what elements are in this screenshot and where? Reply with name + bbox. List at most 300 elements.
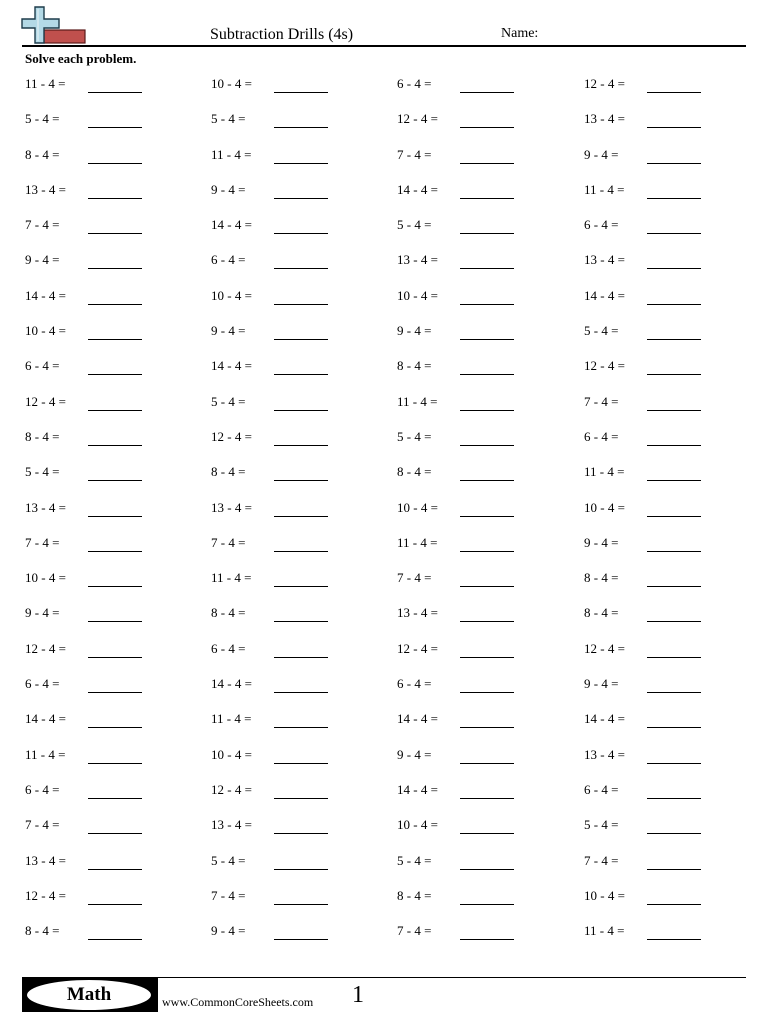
answer-blank[interactable] <box>460 727 514 728</box>
problem <box>584 73 764 95</box>
answer-blank[interactable] <box>460 127 514 128</box>
problem-expression: 10 - 4 = <box>25 570 66 586</box>
problem <box>25 885 205 907</box>
problem-grid <box>25 73 746 955</box>
problem <box>397 285 577 307</box>
problem-expression: 8 - 4 = <box>211 464 246 480</box>
problem-expression: 8 - 4 = <box>397 887 432 903</box>
answer-blank[interactable] <box>88 233 142 234</box>
problem-expression: 13 - 4 = <box>25 499 66 515</box>
problem <box>584 179 764 201</box>
answer-blank[interactable] <box>647 692 701 693</box>
problem <box>397 461 577 483</box>
answer-blank[interactable] <box>274 198 328 199</box>
problem <box>211 673 391 695</box>
problem-expression: 9 - 4 = <box>584 676 619 692</box>
answer-blank[interactable] <box>88 798 142 799</box>
answer-blank[interactable] <box>647 410 701 411</box>
problem <box>584 779 764 801</box>
answer-blank[interactable] <box>88 516 142 517</box>
problem-expression: 8 - 4 = <box>25 923 60 939</box>
answer-blank[interactable] <box>88 904 142 905</box>
problem-expression: 13 - 4 = <box>397 252 438 268</box>
problem-expression: 9 - 4 = <box>211 323 246 339</box>
answer-blank[interactable] <box>647 727 701 728</box>
problem-expression: 12 - 4 = <box>211 428 252 444</box>
answer-blank[interactable] <box>274 268 328 269</box>
problem <box>584 638 764 660</box>
problem <box>25 320 205 342</box>
problem-expression: 5 - 4 = <box>211 111 246 127</box>
answer-blank[interactable] <box>274 127 328 128</box>
problem <box>584 285 764 307</box>
problem-expression: 12 - 4 = <box>25 887 66 903</box>
problem <box>25 355 205 377</box>
answer-blank[interactable] <box>460 304 514 305</box>
problem-expression: 6 - 4 = <box>25 676 60 692</box>
problem-expression: 10 - 4 = <box>25 323 66 339</box>
problem-expression: 13 - 4 = <box>584 111 625 127</box>
problem <box>584 708 764 730</box>
answer-blank[interactable] <box>88 339 142 340</box>
problem-expression: 10 - 4 = <box>211 76 252 91</box>
problem-expression: 8 - 4 = <box>211 605 246 621</box>
problem-row <box>25 779 746 814</box>
problem <box>584 850 764 872</box>
answer-blank[interactable] <box>460 904 514 905</box>
instructions: Solve each problem. <box>25 51 137 66</box>
problem <box>211 814 391 836</box>
problem-expression: 9 - 4 = <box>584 146 619 162</box>
answer-blank[interactable] <box>460 374 514 375</box>
problem-expression: 9 - 4 = <box>25 252 60 268</box>
problem-expression: 12 - 4 = <box>397 111 438 127</box>
problem-row <box>25 285 746 320</box>
problem-expression: 6 - 4 = <box>397 76 432 91</box>
problem <box>25 249 205 271</box>
problem <box>211 285 391 307</box>
problem <box>584 391 764 413</box>
problem <box>397 744 577 766</box>
problem-expression: 6 - 4 = <box>584 781 619 797</box>
problem-expression: 11 - 4 = <box>25 76 66 91</box>
problem <box>211 920 391 942</box>
problem-expression: 5 - 4 = <box>397 852 432 868</box>
footer-url: www.CommonCoreSheets.com <box>162 995 314 1009</box>
problem-expression: 6 - 4 = <box>25 781 60 797</box>
answer-blank[interactable] <box>88 869 142 870</box>
problem <box>397 532 577 554</box>
problem-expression: 13 - 4 = <box>584 746 625 762</box>
problem <box>584 320 764 342</box>
answer-blank[interactable] <box>647 304 701 305</box>
problem-expression: 13 - 4 = <box>25 181 66 197</box>
problem <box>25 744 205 766</box>
problem-expression: 13 - 4 = <box>211 499 252 515</box>
answer-blank[interactable] <box>647 339 701 340</box>
answer-blank[interactable] <box>460 763 514 764</box>
answer-blank[interactable] <box>274 304 328 305</box>
answer-blank[interactable] <box>88 163 142 164</box>
problem-expression: 11 - 4 = <box>211 146 252 162</box>
answer-blank[interactable] <box>460 339 514 340</box>
problem-expression: 12 - 4 = <box>25 640 66 656</box>
problem-row <box>25 320 746 355</box>
answer-blank[interactable] <box>647 268 701 269</box>
answer-blank[interactable] <box>647 586 701 587</box>
problem-expression: 14 - 4 = <box>397 181 438 197</box>
problem <box>211 73 391 95</box>
answer-blank[interactable] <box>274 92 328 93</box>
problem-expression: 10 - 4 = <box>397 499 438 515</box>
answer-blank[interactable] <box>647 869 701 870</box>
answer-blank[interactable] <box>460 92 514 93</box>
answer-blank[interactable] <box>274 163 328 164</box>
answer-blank[interactable] <box>88 304 142 305</box>
page-number: 1 <box>352 982 364 1008</box>
answer-blank[interactable] <box>647 621 701 622</box>
problem <box>584 567 764 589</box>
problem-row <box>25 497 746 532</box>
answer-blank[interactable] <box>647 904 701 905</box>
answer-blank[interactable] <box>647 657 701 658</box>
problem-expression: 5 - 4 = <box>397 217 432 233</box>
answer-blank[interactable] <box>88 621 142 622</box>
answer-blank[interactable] <box>460 198 514 199</box>
problem-expression: 13 - 4 = <box>584 252 625 268</box>
answer-blank[interactable] <box>88 727 142 728</box>
problem-expression: 5 - 4 = <box>211 852 246 868</box>
problem <box>25 108 205 130</box>
answer-blank[interactable] <box>88 657 142 658</box>
problem-row <box>25 567 746 602</box>
problem <box>25 497 205 519</box>
problem <box>211 391 391 413</box>
answer-blank[interactable] <box>274 692 328 693</box>
problem-expression: 13 - 4 = <box>25 852 66 868</box>
answer-blank[interactable] <box>274 904 328 905</box>
page-title: Subtraction Drills (4s) <box>210 26 354 43</box>
problem-expression: 6 - 4 = <box>211 252 246 268</box>
answer-blank[interactable] <box>460 657 514 658</box>
problem <box>397 885 577 907</box>
problem <box>584 214 764 236</box>
problem-row <box>25 885 746 920</box>
answer-blank[interactable] <box>88 92 142 93</box>
answer-blank[interactable] <box>647 480 701 481</box>
problem <box>211 744 391 766</box>
answer-blank[interactable] <box>274 621 328 622</box>
problem <box>25 144 205 166</box>
answer-blank[interactable] <box>460 692 514 693</box>
problem-row <box>25 461 746 496</box>
problem <box>584 744 764 766</box>
problem <box>211 179 391 201</box>
answer-blank[interactable] <box>274 833 328 834</box>
problem-expression: 7 - 4 = <box>211 887 246 903</box>
answer-blank[interactable] <box>460 833 514 834</box>
problem-expression: 14 - 4 = <box>211 217 252 233</box>
answer-blank[interactable] <box>274 939 328 940</box>
answer-blank[interactable] <box>88 586 142 587</box>
problem <box>397 108 577 130</box>
problem <box>25 814 205 836</box>
problem <box>25 638 205 660</box>
problem <box>397 567 577 589</box>
problem-row <box>25 179 746 214</box>
problem-expression: 5 - 4 = <box>397 428 432 444</box>
answer-blank[interactable] <box>647 163 701 164</box>
problem <box>25 73 205 95</box>
problem <box>584 426 764 448</box>
problem-row <box>25 850 746 885</box>
problem-row <box>25 249 746 284</box>
answer-blank[interactable] <box>88 374 142 375</box>
answer-blank[interactable] <box>460 551 514 552</box>
problem-expression: 8 - 4 = <box>25 428 60 444</box>
problem-expression: 12 - 4 = <box>25 393 66 409</box>
answer-blank[interactable] <box>88 445 142 446</box>
plus-minus-icon <box>20 5 88 47</box>
answer-blank[interactable] <box>460 621 514 622</box>
answer-blank[interactable] <box>88 480 142 481</box>
answer-blank[interactable] <box>274 374 328 375</box>
problem-expression: 10 - 4 = <box>397 287 438 303</box>
problem <box>584 249 764 271</box>
problem-expression: 5 - 4 = <box>211 393 246 409</box>
problem <box>397 144 577 166</box>
answer-blank[interactable] <box>274 798 328 799</box>
problem-expression: 7 - 4 = <box>584 393 619 409</box>
answer-blank[interactable] <box>274 727 328 728</box>
problem-expression: 8 - 4 = <box>397 464 432 480</box>
answer-blank[interactable] <box>460 939 514 940</box>
answer-blank[interactable] <box>460 163 514 164</box>
problem-expression: 10 - 4 = <box>584 887 625 903</box>
answer-blank[interactable] <box>274 551 328 552</box>
problem <box>584 461 764 483</box>
problem <box>25 602 205 624</box>
problem-row <box>25 144 746 179</box>
problem <box>584 920 764 942</box>
problem-expression: 9 - 4 = <box>25 605 60 621</box>
problem-expression: 11 - 4 = <box>211 711 252 727</box>
problem <box>211 602 391 624</box>
problem <box>397 814 577 836</box>
answer-blank[interactable] <box>647 763 701 764</box>
problem <box>25 779 205 801</box>
problem <box>211 144 391 166</box>
problem-expression: 11 - 4 = <box>397 534 438 550</box>
problem <box>397 779 577 801</box>
problem <box>211 567 391 589</box>
problem-expression: 8 - 4 = <box>397 358 432 374</box>
problem <box>25 673 205 695</box>
answer-blank[interactable] <box>647 92 701 93</box>
problem <box>25 285 205 307</box>
problem <box>397 638 577 660</box>
problem <box>25 426 205 448</box>
answer-blank[interactable] <box>460 516 514 517</box>
problem-row <box>25 532 746 567</box>
problem-expression: 14 - 4 = <box>211 676 252 692</box>
problem-expression: 6 - 4 = <box>584 217 619 233</box>
answer-blank[interactable] <box>274 233 328 234</box>
name-label: Name: <box>501 26 539 41</box>
problem-expression: 11 - 4 = <box>211 570 252 586</box>
problem-expression: 10 - 4 = <box>211 287 252 303</box>
answer-blank[interactable] <box>88 410 142 411</box>
answer-blank[interactable] <box>274 480 328 481</box>
problem-expression: 12 - 4 = <box>397 640 438 656</box>
answer-blank[interactable] <box>647 798 701 799</box>
problem-row <box>25 426 746 461</box>
problem-expression: 7 - 4 = <box>397 923 432 939</box>
problem-expression: 14 - 4 = <box>397 781 438 797</box>
answer-blank[interactable] <box>647 516 701 517</box>
answer-blank[interactable] <box>460 480 514 481</box>
problem-expression: 7 - 4 = <box>211 534 246 550</box>
problem <box>211 497 391 519</box>
answer-blank[interactable] <box>88 833 142 834</box>
problem-expression: 12 - 4 = <box>584 640 625 656</box>
problem <box>397 497 577 519</box>
problem-expression: 7 - 4 = <box>584 852 619 868</box>
problem <box>25 532 205 554</box>
problem <box>211 708 391 730</box>
problem-expression: 6 - 4 = <box>211 640 246 656</box>
answer-blank[interactable] <box>274 869 328 870</box>
problem-row <box>25 708 746 743</box>
problem-expression: 12 - 4 = <box>584 76 625 91</box>
answer-blank[interactable] <box>647 833 701 834</box>
problem <box>211 249 391 271</box>
problem-expression: 8 - 4 = <box>584 570 619 586</box>
answer-blank[interactable] <box>460 410 514 411</box>
answer-blank[interactable] <box>88 763 142 764</box>
problem <box>584 108 764 130</box>
answer-blank[interactable] <box>647 127 701 128</box>
problem <box>397 320 577 342</box>
problem-row <box>25 355 746 390</box>
answer-blank[interactable] <box>274 763 328 764</box>
problem-expression: 9 - 4 = <box>584 534 619 550</box>
problem <box>397 249 577 271</box>
problem-expression: 6 - 4 = <box>25 358 60 374</box>
answer-blank[interactable] <box>274 657 328 658</box>
answer-blank[interactable] <box>460 869 514 870</box>
problem <box>211 850 391 872</box>
answer-blank[interactable] <box>647 374 701 375</box>
problem-expression: 10 - 4 = <box>584 499 625 515</box>
problem-row <box>25 73 746 108</box>
problem-expression: 6 - 4 = <box>584 428 619 444</box>
problem-expression: 14 - 4 = <box>211 358 252 374</box>
answer-blank[interactable] <box>647 198 701 199</box>
problem <box>211 638 391 660</box>
answer-blank[interactable] <box>460 586 514 587</box>
problem-expression: 14 - 4 = <box>584 287 625 303</box>
problem-expression: 9 - 4 = <box>211 181 246 197</box>
header-divider <box>22 45 746 47</box>
answer-blank[interactable] <box>460 233 514 234</box>
answer-blank[interactable] <box>274 586 328 587</box>
answer-blank[interactable] <box>88 551 142 552</box>
problem <box>211 108 391 130</box>
problem <box>211 779 391 801</box>
problem <box>584 497 764 519</box>
problem <box>584 885 764 907</box>
problem <box>397 920 577 942</box>
problem-expression: 5 - 4 = <box>584 817 619 833</box>
answer-blank[interactable] <box>647 233 701 234</box>
problem-expression: 6 - 4 = <box>397 676 432 692</box>
problem-expression: 8 - 4 = <box>25 146 60 162</box>
problem-expression: 14 - 4 = <box>25 711 66 727</box>
answer-blank[interactable] <box>647 939 701 940</box>
answer-blank[interactable] <box>460 445 514 446</box>
answer-blank[interactable] <box>647 445 701 446</box>
answer-blank[interactable] <box>274 516 328 517</box>
problem-expression: 14 - 4 = <box>397 711 438 727</box>
problem-row <box>25 602 746 637</box>
answer-blank[interactable] <box>274 445 328 446</box>
problem-expression: 13 - 4 = <box>397 605 438 621</box>
problem <box>25 214 205 236</box>
problem <box>397 426 577 448</box>
problem-row <box>25 214 746 249</box>
problem-expression: 12 - 4 = <box>584 358 625 374</box>
answer-blank[interactable] <box>460 268 514 269</box>
answer-blank[interactable] <box>274 339 328 340</box>
problem-expression: 10 - 4 = <box>211 746 252 762</box>
problem-expression: 5 - 4 = <box>584 323 619 339</box>
answer-blank[interactable] <box>647 551 701 552</box>
problem <box>397 179 577 201</box>
problem-expression: 11 - 4 = <box>584 923 625 939</box>
problem <box>397 602 577 624</box>
problem <box>25 850 205 872</box>
problem <box>584 814 764 836</box>
answer-blank[interactable] <box>88 939 142 940</box>
problem-expression: 14 - 4 = <box>25 287 66 303</box>
problem-row <box>25 638 746 673</box>
problem <box>584 673 764 695</box>
problem <box>211 320 391 342</box>
problem-expression: 10 - 4 = <box>397 817 438 833</box>
problem-expression: 5 - 4 = <box>25 111 60 127</box>
answer-blank[interactable] <box>88 692 142 693</box>
problem <box>397 673 577 695</box>
problem-row <box>25 814 746 849</box>
problem <box>397 708 577 730</box>
problem-row <box>25 920 746 955</box>
answer-blank[interactable] <box>88 127 142 128</box>
problem <box>584 144 764 166</box>
answer-blank[interactable] <box>460 798 514 799</box>
problem-expression: 12 - 4 = <box>211 781 252 797</box>
problem-expression: 5 - 4 = <box>25 464 60 480</box>
problem <box>25 391 205 413</box>
problem-expression: 8 - 4 = <box>584 605 619 621</box>
problem <box>397 391 577 413</box>
problem <box>397 214 577 236</box>
problem <box>584 602 764 624</box>
answer-blank[interactable] <box>274 410 328 411</box>
answer-blank[interactable] <box>88 198 142 199</box>
answer-blank[interactable] <box>88 268 142 269</box>
problem-expression: 11 - 4 = <box>25 746 66 762</box>
